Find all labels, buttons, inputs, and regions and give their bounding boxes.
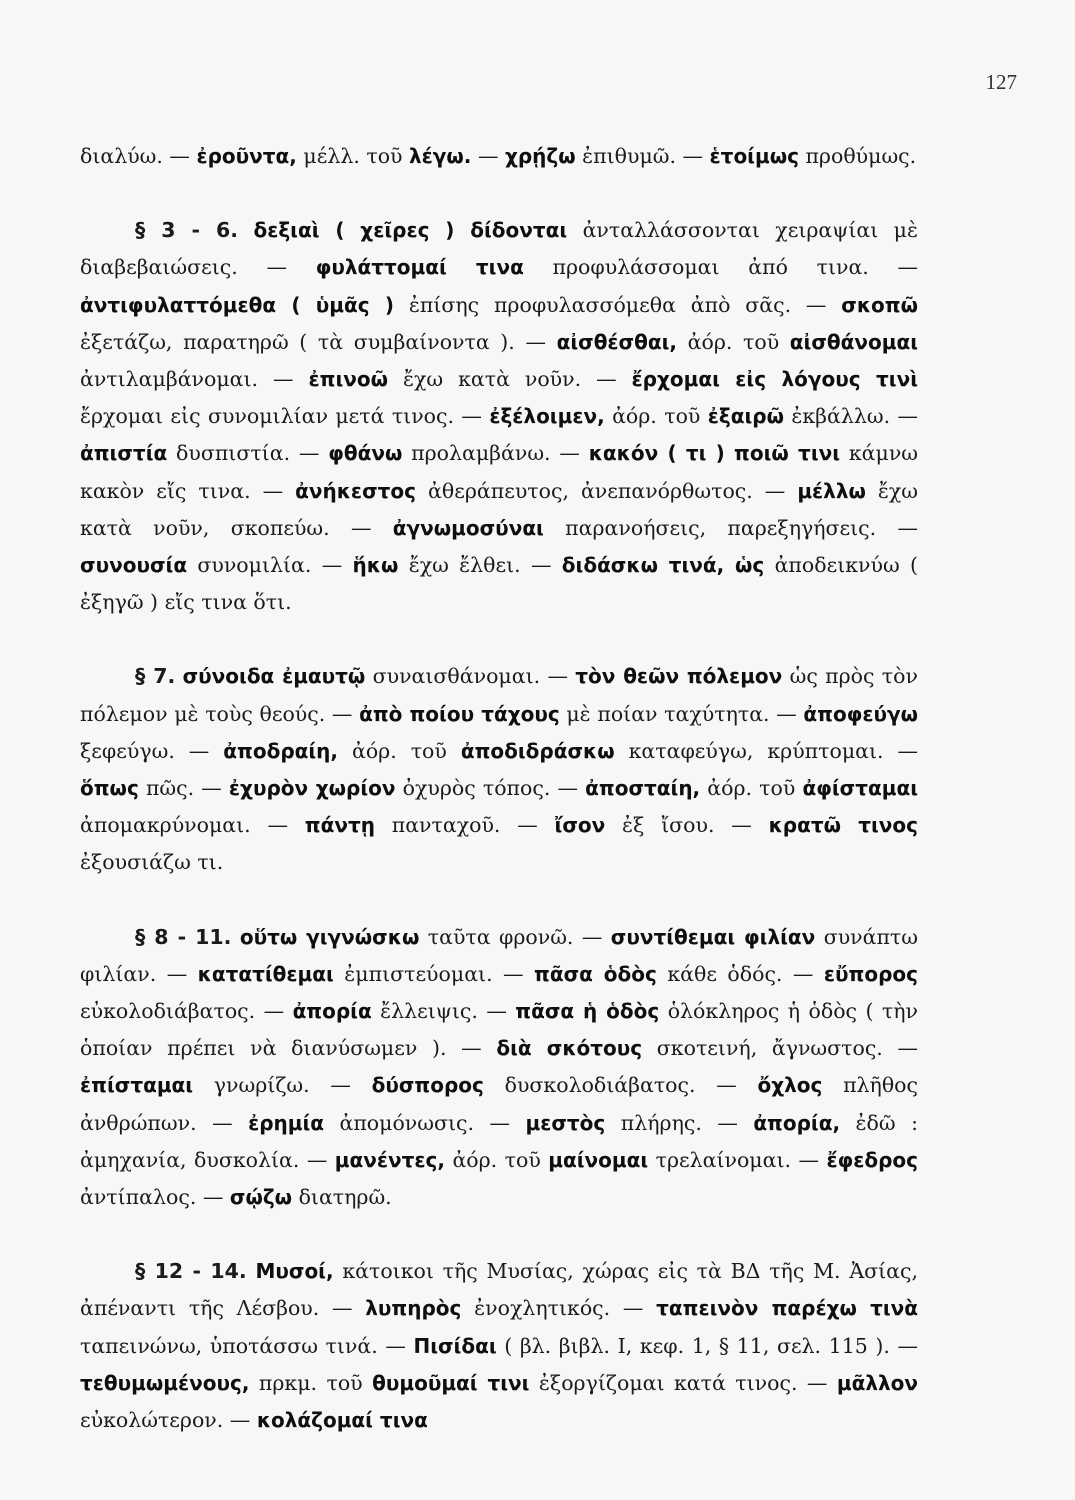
paragraph-text: σύνοιδα ἐμαυτῷ συναισθάνομαι. — τὸν θεῶν πόλεμον ὡς πρὸς τὸν πόλεμον μὲ τοὺς θεούς. — ἀπὸ ποίου τάχους μὲ ποίαν ταχύτητα. — ἀποφεύγω ξεφεύγω. — ἀποδραίη, ἀόρ. τοῦ ἀποδιδράσκω καταφεύγω, κρύπτομαι. — ὅπως πῶς. — ἐχυρὸν χωρίον ὀχυρὸς τόπος. — ἀποσταίη, ἀόρ. τοῦ ἀφίσταμαι ἀπομακρύνομαι. — πάντῃ πανταχοῦ. — ἴσον ἐξ ἴσου. — κρατῶ τινος ἐξουσιάζω τι.	[80, 664, 919, 875]
section-marker: § 7.	[135, 664, 176, 689]
paragraph-text: Μυσοί, κάτοικοι τῆς Μυσίας, χώρας εἰς τὰ ΒΔ τῆς Μ. Ἀσίας, ἀπέναντι τῆς Λέσβου. — λυπηρὸς ἐνοχλητικός. — ταπεινὸν παρέχω τινὰ ταπεινώνω, ὑποτάσσω τινά. — Πισίδαι ( βλ. βιβλ. Ι, κεφ. 1, § 11, σελ. 115 ). — τεθυμωμένους, πρκμ. τοῦ θυμοῦμαί τινι ἐξοργίζομαι κατά τινος. — μᾶλλον εὐκολώτερον. — κολάζομαί τινα	[80, 1259, 918, 1433]
page-number: 127	[985, 70, 1017, 94]
section-marker: § 8 - 11.	[135, 924, 232, 949]
paragraph-section-12-14	[80, 1253, 918, 1439]
section-marker: § 12 - 14.	[135, 1259, 247, 1284]
paragraph-section-8-11	[80, 919, 918, 1217]
page-body	[80, 138, 918, 1439]
paragraph-text: δεξιαὶ ( χεῖρες ) δίδονται ἀνταλλάσσονται χειραψίαι μὲ διαβεβαιώσεις. — φυλάττομαί τινα προφυλάσσομαι ἀπό τινα. — ἀντιφυλαττόμεθα ( ὑμᾶς ) ἐπίσης προφυλασσόμεθα ἀπὸ σᾶς. — σκοπῶ ἐξετάζω, παρατηρῶ ( τὰ συμβαίνοντα ). — αἰσθέσθαι, ἀόρ. τοῦ αἰσθάνομαι ἀντιλαμβάνομαι. — ἐπινοῶ ἔχω κατὰ νοῦν. — ἔρχομαι εἰς λόγους τινὶ ἔρχομαι εἰς συνομιλίαν μετά τινος. — ἐξέλοιμεν, ἀόρ. τοῦ ἐξαιρῶ ἐκβάλλω. — ἀπιστία δυσπιστία. — φθάνω προλαμβάνω. — κακόν ( τι ) ποιῶ τινι κάμνω κακὸν εἴς τινα. — ἀνήκεστος ἀθεράπευτος, ἀνεπανόρθωτος. — μέλλω ἔχω κατὰ νοῦν, σκοπεύω. — ἀγνωμοσύναι παρανοήσεις, παρεξηγήσεις. — συνουσία συνομιλία. — ἥκω ἔχω ἔλθει. — διδάσκω τινά, ὡς ἀποδεικνύω ( ἐξηγῶ ) εἴς τινα ὅτι.	[80, 218, 919, 615]
paragraph-section-3-6	[80, 212, 918, 621]
paragraph-text: διαλύω. — ἐροῦντα, μέλλ. τοῦ λέγω. — χρῄζω ἐπιθυμῶ. — ἑτοίμως προθύμως.	[80, 144, 917, 168]
paragraph-intro	[80, 138, 918, 175]
paragraph-section-7	[80, 658, 918, 881]
paragraph-text: οὕτω γιγνώσκω ταῦτα φρονῶ. — συντίθεμαι φιλίαν συνάπτω φιλίαν. — κατατίθεμαι ἐμπιστεύομαι. — πᾶσα ὁδὸς κάθε ὁδός. — εὔπορος εὐκολοδιάβατος. — ἀπορία ἔλλειψις. — πᾶσα ἡ ὁδὸς ὁλόκληρος ἡ ὁδὸς ( τὴν ὁποίαν πρέπει νὰ διανύσωμεν ). — διὰ σκότους σκοτεινή, ἄγνωστος. — ἐπίσταμαι γνωρίζω. — δύσπορος δυσκολοδιάβατος. — ὄχλος πλῆθος ἀνθρώπων. — ἐρημία ἀπομόνωσις. — μεστὸς πλήρης. — ἀπορία, ἐδῶ : ἀμηχανία, δυσκολία. — μανέντες, ἀόρ. τοῦ μαίνομαι τρελαίνομαι. — ἔφεδρος ἀντίπαλος. — σῴζω διατηρῶ.	[80, 924, 918, 1210]
section-marker: § 3 - 6.	[135, 218, 239, 243]
